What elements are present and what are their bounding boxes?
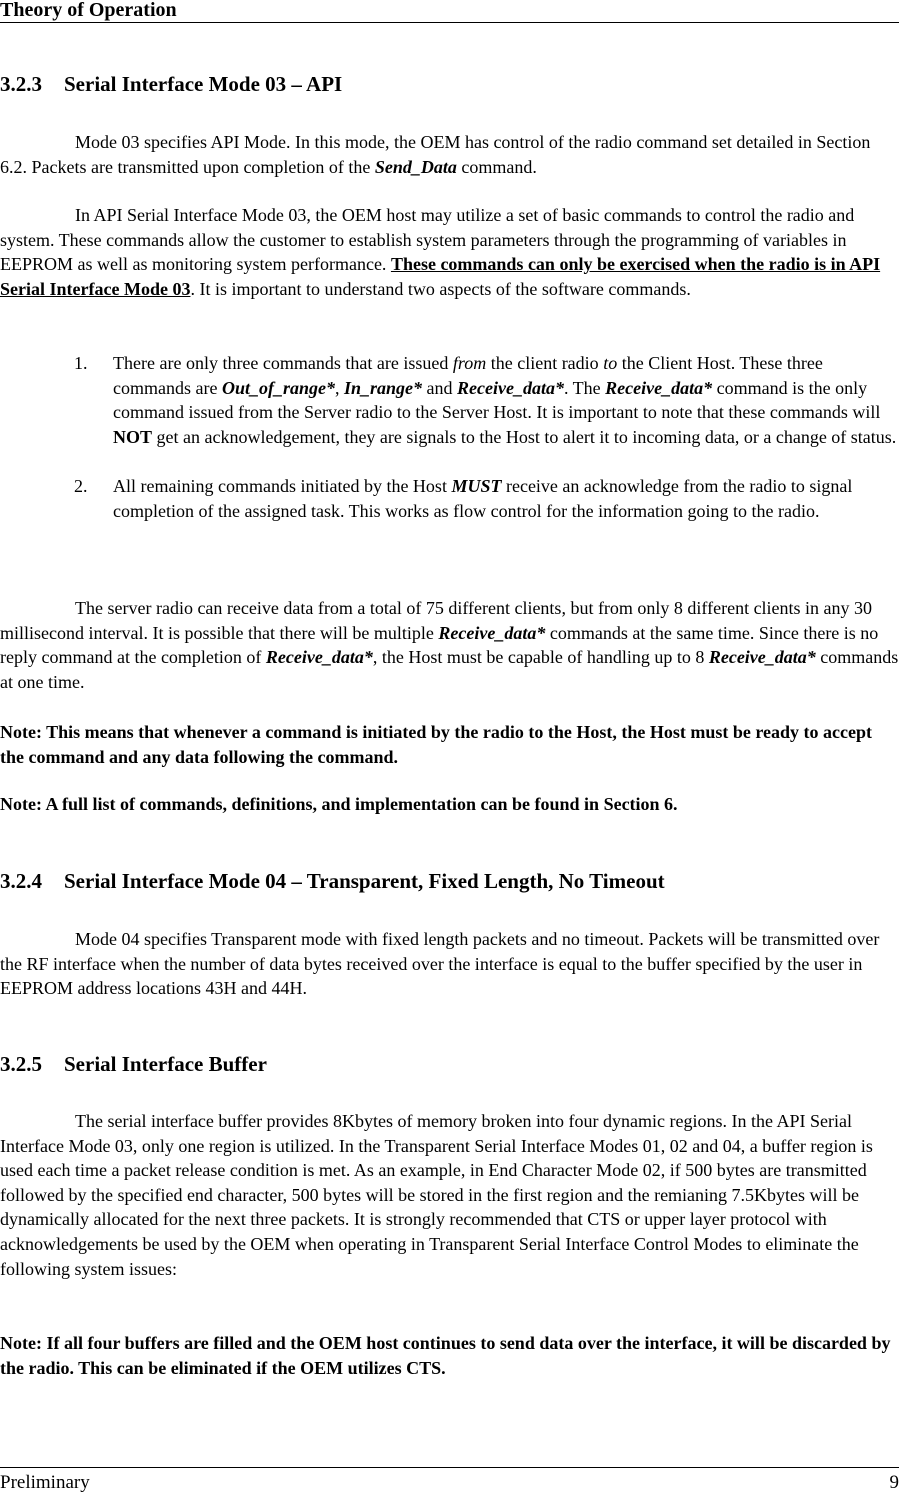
text: The server radio can receive data from a total of 75 different clients, but from only 8 different clients in any 30 millisecond interval. It is possible that there will be multiple [0, 598, 873, 643]
emphasis-bold: NOT [113, 426, 153, 447]
section-title: Serial Interface Buffer [64, 1052, 267, 1076]
emphasis-must: MUST [451, 475, 502, 496]
text: command. [456, 156, 537, 177]
emphasis: from [452, 353, 487, 373]
list-number: 1. [74, 353, 88, 373]
section-title: Serial Interface Mode 03 – API [64, 72, 343, 96]
paragraph-mode04: Mode 04 specifies Transparent mode with fixed length packets and no timeout. Packets will be transmitted over the RF interface when the number of data bytes received over the interface is equal to the buffer specified by the user in EEPROM address locations 43H and 44H. [0, 929, 880, 999]
list-number: 2. [74, 475, 88, 496]
page-number: 9 [889, 1472, 899, 1493]
list-item [74, 474, 899, 523]
command-receive-data: Receive_data* [457, 377, 564, 398]
section-heading-3-2-4 [0, 869, 665, 893]
text: Mode 03 specifies API Mode. In this mode, the OEM has control of the radio command set detailed in Section 6.2. Packets are transmitted upon completion of the [0, 132, 871, 177]
text: There are only three commands that are issued [113, 353, 453, 373]
text: , [334, 377, 344, 398]
text: . The [563, 377, 606, 398]
command-receive-data: Receive_data* [438, 622, 546, 643]
numbered-list [74, 351, 899, 523]
command-receive-data: Receive_data* [265, 647, 373, 668]
emphasis-underlined: These commands can only be exercised when the radio is in API Serial Interface Mode 03 [0, 254, 881, 299]
section-heading-3-2-3 [0, 72, 342, 96]
command-out-of-range: Out_of_range* [221, 377, 335, 398]
note-buffers-full: Note: If all four buffers are filled and the OEM host continues to send data over the interface, it will be discarded by the radio. This can be eliminated if the OEM utilizes CTS. [0, 1333, 891, 1378]
command-in-range: In_range* [343, 377, 423, 398]
text: the client radio [486, 353, 604, 373]
paragraph-server-radio [0, 596, 899, 694]
list-item [74, 351, 899, 449]
command-receive-data: Receive_data* [605, 377, 713, 398]
text: , the Host must be capable of handling up to 8 [372, 647, 709, 668]
section-number: 3.2.5 [0, 1052, 42, 1076]
paragraph-mode03-intro [0, 130, 899, 179]
text: . It is important to understand two aspects of the software commands. [190, 278, 691, 299]
text: the Client Host. These three commands are [113, 353, 823, 398]
note-command-list: Note: A full list of commands, definitions, and implementation can be found in Section 6. [0, 794, 678, 814]
text: In API Serial Interface Mode 03, the OEM host may utilize a set of basic commands to control the radio and system. These commands allow the customer to establish system parameters through the programming of variables in EEPROM as well as monitoring system performance. [0, 205, 855, 275]
text: commands at the same time. Since there is no reply command at the completion of [0, 622, 879, 668]
text: get an acknowledgement, they are signals to the Host to alert it to incoming data, or a change of status. [152, 426, 897, 447]
text: and [422, 377, 458, 398]
text: receive an acknowledge from the radio to signal completion of the assigned task. This works as flow control for the information going to the radio. [113, 475, 853, 521]
page-footer [0, 1467, 899, 1494]
running-header: Theory of Operation [0, 0, 899, 23]
section-heading-3-2-5 [0, 1052, 267, 1076]
section-title: Serial Interface Mode 04 – Transparent, Fixed Length, No Timeout [64, 869, 665, 893]
section-number: 3.2.3 [0, 72, 42, 96]
emphasis: to [603, 353, 618, 373]
text: commands at one time. [0, 647, 899, 692]
text: All remaining commands initiated by the Host [113, 475, 452, 496]
command-send-data: Send_Data [374, 156, 457, 177]
note-host-ready: Note: This means that whenever a command is initiated by the radio to the Host, the Host must be ready to accept the command and any data following the command. [0, 722, 872, 767]
footer-label: Preliminary [0, 1472, 90, 1493]
section-number: 3.2.4 [0, 869, 42, 893]
command-receive-data: Receive_data* [708, 647, 816, 668]
paragraph-api-commands [0, 203, 899, 301]
paragraph-serial-buffer: The serial interface buffer provides 8Kbytes of memory broken into four dynamic regions. In the API Serial Interface Mode 03, only one region is utilized. In the Transparent Serial Interface Modes 01, 02 and 04, a buffer region is used each time a packet release condition is met. As an example, in End Character Mode 02, if 500 bytes are transmitted followed by the specified end character, 500 bytes will be stored in the first region and the remianing 7.5Kbytes will be dynamically allocated for the next three packets. It is strongly recommended that CTS or upper layer protocol with acknowledgements be used by the OEM when operating in Transparent Serial Interface Control Modes to eliminate the following system issues: [0, 1111, 873, 1279]
text: command is the only command issued from the Server radio to the Server Host. It is important to note that these commands will [113, 377, 881, 423]
